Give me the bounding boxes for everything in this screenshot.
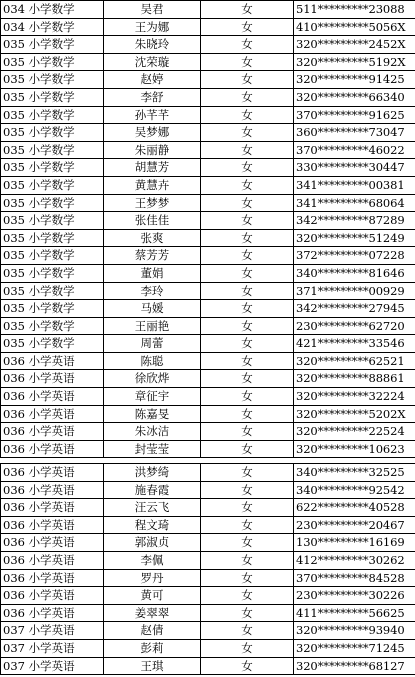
table-row xyxy=(1,71,415,89)
gender-cell: 女 xyxy=(201,657,294,675)
table-row xyxy=(1,604,415,622)
table-row xyxy=(1,88,415,106)
table-row xyxy=(1,124,415,142)
name-cell: 程文琦 xyxy=(104,516,201,534)
id-number-cell: 411*********56625 xyxy=(294,604,415,622)
table-row xyxy=(1,317,415,335)
name-cell: 董娟 xyxy=(104,264,201,282)
subject-cell: 036 小学英语 xyxy=(1,405,104,423)
name-cell: 朱丽静 xyxy=(104,141,201,159)
subject-cell: 036 小学英语 xyxy=(1,481,104,499)
gender-cell: 女 xyxy=(201,388,294,406)
id-number-cell: 370*********46022 xyxy=(294,141,415,159)
name-cell: 胡慧芳 xyxy=(104,159,201,177)
gender-cell: 女 xyxy=(201,551,294,569)
subject-cell: 037 小学英语 xyxy=(1,622,104,640)
subject-cell: 035 小学数学 xyxy=(1,229,104,247)
name-cell: 王梦梦 xyxy=(104,194,201,212)
table-row xyxy=(1,405,415,423)
id-number-cell: 320*********51249 xyxy=(294,229,415,247)
table-row xyxy=(1,335,415,353)
name-cell: 李舒 xyxy=(104,88,201,106)
id-number-cell: 230*********20467 xyxy=(294,516,415,534)
table-row xyxy=(1,551,415,569)
gender-cell: 女 xyxy=(201,18,294,36)
id-number-cell: 342*********27945 xyxy=(294,300,415,318)
id-number-cell: 320*********62521 xyxy=(294,352,415,370)
gender-cell: 女 xyxy=(201,534,294,552)
gender-cell: 女 xyxy=(201,159,294,177)
name-cell: 王为娜 xyxy=(104,18,201,36)
subject-cell: 036 小学英语 xyxy=(1,370,104,388)
name-cell: 李佩 xyxy=(104,551,201,569)
subject-cell: 034 小学数学 xyxy=(1,1,104,19)
id-number-cell: 421*********33546 xyxy=(294,335,415,353)
table-row xyxy=(1,481,415,499)
gender-cell: 女 xyxy=(201,587,294,605)
name-cell: 封莹莹 xyxy=(104,440,201,458)
id-number-cell: 320*********66340 xyxy=(294,88,415,106)
name-cell: 章征宇 xyxy=(104,388,201,406)
table-row xyxy=(1,639,415,657)
gender-cell: 女 xyxy=(201,622,294,640)
subject-cell: 036 小学英语 xyxy=(1,352,104,370)
gender-cell: 女 xyxy=(201,106,294,124)
name-cell: 罗丹 xyxy=(104,569,201,587)
subject-cell: 036 小学英语 xyxy=(1,499,104,517)
name-cell: 王琪 xyxy=(104,657,201,675)
id-number-cell: 370*********84528 xyxy=(294,569,415,587)
subject-cell: 035 小学数学 xyxy=(1,141,104,159)
name-cell: 朱冰洁 xyxy=(104,423,201,441)
gender-cell: 女 xyxy=(201,212,294,230)
id-number-cell: 372*********07228 xyxy=(294,247,415,265)
table-row xyxy=(1,657,415,675)
name-cell: 黄慧卉 xyxy=(104,176,201,194)
gender-cell: 女 xyxy=(201,1,294,19)
roster-table-body xyxy=(1,464,415,675)
id-number-cell: 320*********22524 xyxy=(294,423,415,441)
subject-cell: 035 小学数学 xyxy=(1,264,104,282)
subject-cell: 035 小学数学 xyxy=(1,335,104,353)
id-number-cell: 330*********30447 xyxy=(294,159,415,177)
table-row xyxy=(1,106,415,124)
table-row xyxy=(1,370,415,388)
id-number-cell: 340*********32525 xyxy=(294,464,415,482)
gender-cell: 女 xyxy=(201,229,294,247)
id-number-cell: 412*********30262 xyxy=(294,551,415,569)
name-cell: 徐欣烨 xyxy=(104,370,201,388)
subject-cell: 036 小学英语 xyxy=(1,551,104,569)
table-row xyxy=(1,622,415,640)
gender-cell: 女 xyxy=(201,124,294,142)
id-number-cell: 320*********93940 xyxy=(294,622,415,640)
table-row xyxy=(1,264,415,282)
subject-cell: 035 小学数学 xyxy=(1,212,104,230)
subject-cell: 035 小学数学 xyxy=(1,159,104,177)
gender-cell: 女 xyxy=(201,300,294,318)
table-row xyxy=(1,176,415,194)
id-number-cell: 320*********5202X xyxy=(294,405,415,423)
name-cell: 孙芊芊 xyxy=(104,106,201,124)
table-row xyxy=(1,141,415,159)
name-cell: 彭莉 xyxy=(104,639,201,657)
table-row xyxy=(1,229,415,247)
table-row xyxy=(1,18,415,36)
id-number-cell: 410*********5056X xyxy=(294,18,415,36)
gender-cell: 女 xyxy=(201,247,294,265)
subject-cell: 035 小学数学 xyxy=(1,53,104,71)
name-cell: 沈荣璇 xyxy=(104,53,201,71)
gender-cell: 女 xyxy=(201,317,294,335)
id-number-cell: 230*********30226 xyxy=(294,587,415,605)
table-row xyxy=(1,499,415,517)
table-row xyxy=(1,516,415,534)
id-number-cell: 360*********73047 xyxy=(294,124,415,142)
subject-cell: 035 小学数学 xyxy=(1,124,104,142)
subject-cell: 035 小学数学 xyxy=(1,71,104,89)
subject-cell: 036 小学英语 xyxy=(1,388,104,406)
subject-cell: 037 小学英语 xyxy=(1,639,104,657)
id-number-cell: 320*********88861 xyxy=(294,370,415,388)
subject-cell: 036 小学英语 xyxy=(1,440,104,458)
id-number-cell: 340*********92542 xyxy=(294,481,415,499)
gender-cell: 女 xyxy=(201,282,294,300)
table-row xyxy=(1,587,415,605)
subject-cell: 035 小学数学 xyxy=(1,36,104,54)
id-number-cell: 371*********00929 xyxy=(294,282,415,300)
id-number-cell: 511*********23088 xyxy=(294,1,415,19)
table-row xyxy=(1,53,415,71)
gender-cell: 女 xyxy=(201,194,294,212)
name-cell: 王丽艳 xyxy=(104,317,201,335)
id-number-cell: 320*********5192X xyxy=(294,53,415,71)
gender-cell: 女 xyxy=(201,440,294,458)
gender-cell: 女 xyxy=(201,53,294,71)
subject-cell: 036 小学英语 xyxy=(1,423,104,441)
name-cell: 施春霞 xyxy=(104,481,201,499)
table-row xyxy=(1,282,415,300)
table-row xyxy=(1,300,415,318)
name-cell: 张佳佳 xyxy=(104,212,201,230)
subject-cell: 034 小学数学 xyxy=(1,18,104,36)
gender-cell: 女 xyxy=(201,88,294,106)
subject-cell: 035 小学数学 xyxy=(1,247,104,265)
gender-cell: 女 xyxy=(201,141,294,159)
name-cell: 李玲 xyxy=(104,282,201,300)
table-row xyxy=(1,159,415,177)
gender-cell: 女 xyxy=(201,335,294,353)
gender-cell: 女 xyxy=(201,370,294,388)
subject-cell: 037 小学英语 xyxy=(1,657,104,675)
gender-cell: 女 xyxy=(201,639,294,657)
name-cell: 朱晓玲 xyxy=(104,36,201,54)
table-row xyxy=(1,36,415,54)
table-row xyxy=(1,212,415,230)
subject-cell: 035 小学数学 xyxy=(1,282,104,300)
subject-cell: 036 小学英语 xyxy=(1,516,104,534)
name-cell: 黄可 xyxy=(104,587,201,605)
name-cell: 吴梦娜 xyxy=(104,124,201,142)
id-number-cell: 130*********16169 xyxy=(294,534,415,552)
gender-cell: 女 xyxy=(201,516,294,534)
roster-table-body xyxy=(1,1,415,458)
name-cell: 周蕾 xyxy=(104,335,201,353)
id-number-cell: 320*********71245 xyxy=(294,639,415,657)
gender-cell: 女 xyxy=(201,36,294,54)
name-cell: 赵倩 xyxy=(104,622,201,640)
subject-cell: 036 小学英语 xyxy=(1,464,104,482)
name-cell: 吴君 xyxy=(104,1,201,19)
gender-cell: 女 xyxy=(201,481,294,499)
subject-cell: 036 小学英语 xyxy=(1,534,104,552)
id-number-cell: 341*********68064 xyxy=(294,194,415,212)
gender-cell: 女 xyxy=(201,71,294,89)
roster-table-bottom xyxy=(0,463,415,675)
subject-cell: 035 小学数学 xyxy=(1,194,104,212)
table-row xyxy=(1,194,415,212)
subject-cell: 035 小学数学 xyxy=(1,176,104,194)
id-number-cell: 320*********91425 xyxy=(294,71,415,89)
subject-cell: 035 小学数学 xyxy=(1,300,104,318)
gender-cell: 女 xyxy=(201,499,294,517)
table-row xyxy=(1,352,415,370)
name-cell: 洪梦绮 xyxy=(104,464,201,482)
gender-cell: 女 xyxy=(201,464,294,482)
subject-cell: 035 小学数学 xyxy=(1,106,104,124)
id-number-cell: 341*********00381 xyxy=(294,176,415,194)
id-number-cell: 320*********10623 xyxy=(294,440,415,458)
name-cell: 姜翠翠 xyxy=(104,604,201,622)
table-row xyxy=(1,440,415,458)
gender-cell: 女 xyxy=(201,423,294,441)
table-row xyxy=(1,569,415,587)
table-row xyxy=(1,1,415,19)
gender-cell: 女 xyxy=(201,352,294,370)
gender-cell: 女 xyxy=(201,569,294,587)
name-cell: 陈嘉旻 xyxy=(104,405,201,423)
subject-cell: 035 小学数学 xyxy=(1,317,104,335)
subject-cell: 035 小学数学 xyxy=(1,88,104,106)
table-row xyxy=(1,247,415,265)
name-cell: 张爽 xyxy=(104,229,201,247)
name-cell: 陈聪 xyxy=(104,352,201,370)
gender-cell: 女 xyxy=(201,604,294,622)
subject-cell: 036 小学英语 xyxy=(1,587,104,605)
name-cell: 郭淑贞 xyxy=(104,534,201,552)
table-row xyxy=(1,388,415,406)
gender-cell: 女 xyxy=(201,264,294,282)
name-cell: 赵婷 xyxy=(104,71,201,89)
table-row xyxy=(1,534,415,552)
id-number-cell: 622*********40528 xyxy=(294,499,415,517)
id-number-cell: 320*********32224 xyxy=(294,388,415,406)
name-cell: 汪云飞 xyxy=(104,499,201,517)
id-number-cell: 320*********68127 xyxy=(294,657,415,675)
id-number-cell: 230*********62720 xyxy=(294,317,415,335)
name-cell: 蔡芳芳 xyxy=(104,247,201,265)
name-cell: 马媛 xyxy=(104,300,201,318)
table-row xyxy=(1,464,415,482)
gender-cell: 女 xyxy=(201,176,294,194)
id-number-cell: 370*********91625 xyxy=(294,106,415,124)
subject-cell: 036 小学英语 xyxy=(1,569,104,587)
subject-cell: 036 小学英语 xyxy=(1,604,104,622)
id-number-cell: 320*********2452X xyxy=(294,36,415,54)
roster-table xyxy=(0,463,415,675)
id-number-cell: 340*********81646 xyxy=(294,264,415,282)
gender-cell: 女 xyxy=(201,405,294,423)
id-number-cell: 342*********87289 xyxy=(294,212,415,230)
table-row xyxy=(1,423,415,441)
